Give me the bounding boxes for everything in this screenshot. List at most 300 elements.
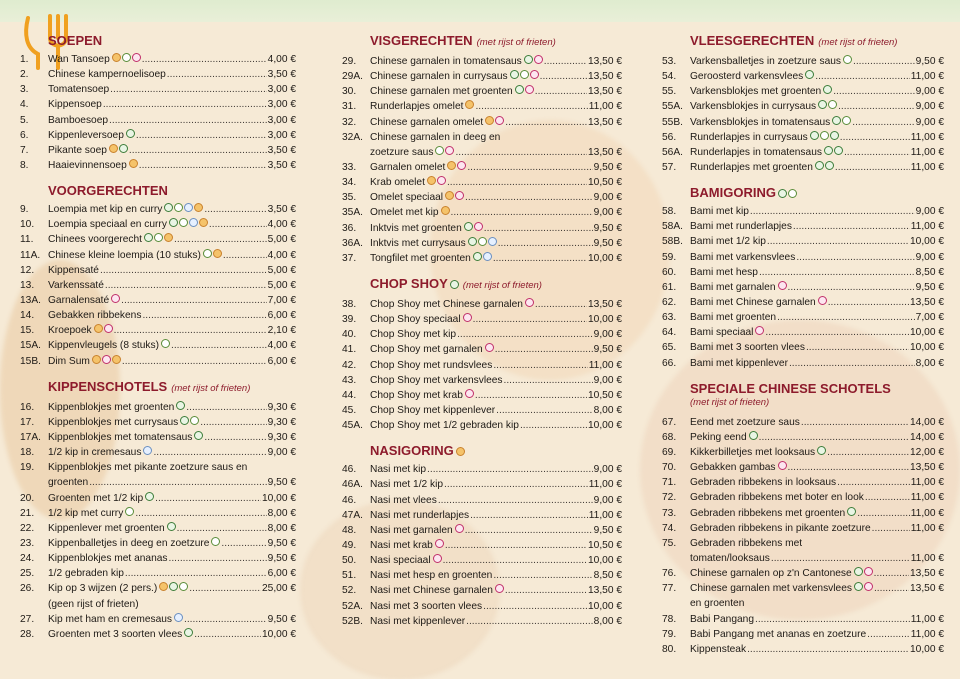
chili-icon xyxy=(843,55,852,64)
dish-icons xyxy=(184,628,193,637)
item-price: 3,50 € xyxy=(267,204,296,216)
fish-icon xyxy=(143,446,152,455)
item-number: 76. xyxy=(662,568,677,580)
menu-item xyxy=(342,297,622,312)
chili-icon xyxy=(161,339,170,348)
item-price: 10,00 € xyxy=(910,342,944,354)
menu-item xyxy=(342,388,622,403)
dish-icons xyxy=(524,55,543,64)
item-name: Varkenssaté xyxy=(48,279,104,291)
section-title-soepen xyxy=(48,32,296,50)
menu-item xyxy=(662,415,944,430)
spicy-icon xyxy=(159,582,168,591)
menu-item xyxy=(20,521,296,536)
item-number: 31. xyxy=(342,101,357,113)
dish-icons xyxy=(817,446,826,455)
item-name: Chinees voorgerecht xyxy=(48,234,143,246)
dish-icons xyxy=(473,252,492,261)
dish-icons xyxy=(164,203,203,212)
menu-item xyxy=(662,490,944,505)
dot-leader xyxy=(125,566,267,581)
item-name: Nasi met vlees xyxy=(370,494,437,506)
item-price: 7,00 € xyxy=(915,312,944,324)
dot-leader xyxy=(544,54,587,69)
item-name: Kippenleversoep xyxy=(48,129,124,141)
menu-item xyxy=(20,278,296,293)
dot-leader xyxy=(498,236,593,251)
item-number: 2. xyxy=(20,69,29,81)
menu-item xyxy=(20,566,296,581)
menu-item xyxy=(342,236,622,251)
dish-icons xyxy=(194,431,203,440)
item-name: Kippensteak xyxy=(690,643,747,655)
item-name: Geroosterd varkensvlees xyxy=(690,71,804,83)
item-name: Chinese kleine loempia (10 stuks) xyxy=(48,249,201,261)
item-name: zoetzure saus xyxy=(370,146,434,158)
item-number: 15A. xyxy=(20,340,41,352)
item-price: 3,00 € xyxy=(267,114,296,126)
item-number: 18. xyxy=(20,447,35,459)
item-name: Nasi met kippenlever xyxy=(370,615,466,627)
item-name: Chinese garnalen met groenten xyxy=(370,86,513,98)
section-title-vleesgerechten xyxy=(690,32,944,52)
shrimp-icon xyxy=(111,294,120,303)
item-price: 10,00 € xyxy=(262,492,296,504)
item-name: Nasi met krab xyxy=(370,539,433,551)
item-price: 11,00 € xyxy=(910,522,944,534)
item-number: 68. xyxy=(662,431,677,443)
shrimp-icon xyxy=(445,146,454,155)
chili-icon xyxy=(828,100,837,109)
item-number: 39. xyxy=(342,314,357,326)
dish-icons xyxy=(111,294,120,303)
dot-leader xyxy=(139,158,267,173)
dot-leader xyxy=(121,293,267,308)
dot-leader xyxy=(155,491,261,506)
veg-icon xyxy=(464,222,473,231)
item-number: 53. xyxy=(662,56,677,67)
item-price: 11,00 € xyxy=(910,507,944,519)
menu-item xyxy=(662,506,944,521)
dot-leader xyxy=(520,418,587,433)
item-price: 10,00 € xyxy=(910,643,944,655)
dish-icons xyxy=(125,507,134,516)
dot-leader xyxy=(445,538,587,553)
menu-item xyxy=(20,597,296,612)
item-price: 3,00 € xyxy=(267,84,296,96)
section-title-text: NASIGORING xyxy=(370,443,454,459)
item-name: Nasi speciaal xyxy=(370,555,431,567)
item-number: 57. xyxy=(662,161,677,173)
dot-leader xyxy=(109,113,267,128)
item-price: 11,00 € xyxy=(910,131,944,143)
item-number: 25. xyxy=(20,568,35,580)
item-name: Chinese garnalen in deeg en xyxy=(370,131,501,143)
item-name: 1/2 gebraden kip xyxy=(48,568,124,580)
item-number: 40. xyxy=(342,329,357,341)
item-price: 9,50 € xyxy=(593,237,622,249)
chili-icon xyxy=(174,203,183,212)
item-name: Bami met runderlapjes xyxy=(690,221,792,233)
item-name: Chop Shoy met varkensvlees xyxy=(370,374,503,386)
menu-item xyxy=(20,445,296,460)
item-name: Krab omelet xyxy=(370,177,425,189)
item-price: 9,50 € xyxy=(267,477,296,489)
item-price: 9,00 € xyxy=(915,101,944,113)
menu-item xyxy=(662,460,944,475)
item-name: Gebraden ribbekens met boter en look xyxy=(690,492,864,504)
section-title-text: VOORGERECHTEN xyxy=(48,183,168,199)
section-title-speciale-chinese-schotels xyxy=(690,380,944,398)
item-number: 75. xyxy=(662,537,677,549)
item-name: Inktvis met groenten xyxy=(370,222,462,234)
veg-icon xyxy=(854,582,863,591)
item-name: Omelet speciaal xyxy=(370,192,444,204)
item-name: Nasi met hesp en groenten xyxy=(370,570,493,582)
item-price: 8,00 € xyxy=(593,615,622,627)
item-number: 46. xyxy=(342,494,357,506)
dot-leader xyxy=(496,403,593,418)
dot-leader xyxy=(110,82,267,97)
item-name: Kip met ham en cremesaus xyxy=(48,613,173,625)
item-number: 9. xyxy=(20,204,29,216)
item-number: 67. xyxy=(662,416,677,428)
spicy-icon xyxy=(92,355,101,364)
item-number: 44. xyxy=(342,389,357,401)
item-price: 11,00 € xyxy=(910,492,944,504)
item-number: 17A. xyxy=(20,431,41,443)
menu-item xyxy=(20,338,296,353)
dish-icons xyxy=(778,281,787,290)
item-name: Gebraden ribbekens in looksaus xyxy=(690,477,837,489)
item-price: 9,30 € xyxy=(267,416,296,428)
item-price: 4,00 € xyxy=(267,249,296,261)
menu-item xyxy=(20,430,296,445)
veg-icon xyxy=(854,567,863,576)
menu-item xyxy=(662,145,944,160)
fish-icon xyxy=(184,203,193,212)
item-price: 8,00 € xyxy=(593,404,622,416)
menu-item xyxy=(342,342,622,357)
shrimp-icon xyxy=(433,554,442,563)
item-price: 9,50 € xyxy=(593,222,622,234)
dot-leader xyxy=(493,568,592,583)
dot-leader xyxy=(444,477,588,492)
item-price: 5,00 € xyxy=(267,234,296,246)
dish-icons xyxy=(455,524,464,533)
item-price: 13,50 € xyxy=(588,116,622,128)
veg-icon xyxy=(818,100,827,109)
item-price: 9,00 € xyxy=(593,207,622,219)
item-price: 10,00 € xyxy=(588,555,622,567)
dish-icons xyxy=(818,100,837,109)
chili-icon xyxy=(211,537,220,546)
menu-item xyxy=(342,599,622,614)
dish-icons xyxy=(161,339,170,348)
menu-item xyxy=(20,113,296,128)
dot-leader xyxy=(200,415,266,430)
dish-icons xyxy=(435,146,454,155)
veg-icon xyxy=(450,280,459,289)
item-number: 13. xyxy=(20,279,35,291)
section-note: (met rijst of frieten) xyxy=(462,279,542,291)
dot-leader xyxy=(100,263,267,278)
item-name: Kip op 3 wijzen (2 pers.) xyxy=(48,583,158,595)
item-price: 13,50 € xyxy=(588,71,622,83)
item-name: Nasi met 1/2 kip xyxy=(370,479,444,491)
dish-icons xyxy=(441,206,450,215)
veg-icon xyxy=(126,129,135,138)
menu-column-middle xyxy=(342,32,622,629)
item-number: 21. xyxy=(20,507,35,519)
item-number: 69. xyxy=(662,446,677,458)
item-price: 10,00 € xyxy=(588,420,622,432)
item-number: 51. xyxy=(342,570,357,582)
item-number: 15B. xyxy=(20,355,41,367)
item-number: 36. xyxy=(342,222,357,234)
item-price: 11,00 € xyxy=(910,613,944,625)
menu-item xyxy=(20,143,296,158)
item-price: 11,00 € xyxy=(910,221,944,233)
item-price: 11,00 € xyxy=(910,477,944,489)
item-price: 9,00 € xyxy=(915,206,944,218)
item-price: 6,00 € xyxy=(267,355,296,367)
menu-item xyxy=(342,175,622,190)
item-price: 10,50 € xyxy=(588,177,622,189)
item-price: 6,00 € xyxy=(267,568,296,580)
menu-item xyxy=(342,462,622,477)
chili-icon xyxy=(154,233,163,242)
chili-icon xyxy=(478,237,487,246)
chili-icon xyxy=(179,218,188,227)
menu-item xyxy=(342,327,622,342)
item-name: Nasi met garnalen xyxy=(370,524,453,536)
dish-icons xyxy=(515,85,534,94)
veg-icon xyxy=(847,507,856,516)
veg-icon xyxy=(778,189,787,198)
section-title-text: VLEESGERECHTEN xyxy=(690,33,815,48)
item-name: Dim Sum xyxy=(48,355,90,367)
item-price: 9,00 € xyxy=(593,494,622,506)
item-number: 34. xyxy=(342,177,357,189)
dot-leader xyxy=(135,506,266,521)
dot-leader xyxy=(505,583,587,598)
item-number: 6. xyxy=(20,129,29,141)
menu-item xyxy=(342,538,622,553)
veg-icon xyxy=(825,161,834,170)
item-price: 10,00 € xyxy=(588,252,622,264)
item-name: Bamboesoep xyxy=(48,114,109,126)
menu-item xyxy=(342,508,622,523)
item-number: 38. xyxy=(342,298,357,310)
dish-icons xyxy=(818,296,827,305)
menu-item xyxy=(342,373,622,388)
item-number: 72. xyxy=(662,492,677,504)
menu-item xyxy=(342,221,622,236)
item-name: Wan Tansoep xyxy=(48,54,110,65)
item-number: 20. xyxy=(20,492,35,504)
dot-leader xyxy=(167,67,267,82)
dish-icons xyxy=(854,582,873,591)
item-name: Groenten met 1/2 kip xyxy=(48,492,144,504)
item-name: Chinese garnalen op z'n Cantonese xyxy=(690,568,852,580)
item-number: 52B. xyxy=(342,615,363,627)
item-price: 11,00 € xyxy=(588,101,622,113)
dot-leader xyxy=(750,204,915,219)
dot-leader xyxy=(874,581,909,596)
item-price: 8,50 € xyxy=(593,570,622,582)
chili-icon xyxy=(435,146,444,155)
dish-icons xyxy=(815,161,834,170)
veg-icon xyxy=(524,55,533,64)
item-price: 8,00 € xyxy=(915,357,944,369)
menu-item xyxy=(20,67,296,82)
dot-leader xyxy=(827,445,909,460)
spicy-icon xyxy=(213,249,222,258)
dish-icons xyxy=(176,401,185,410)
veg-icon xyxy=(119,144,128,153)
item-price: 11,00 € xyxy=(910,628,944,640)
item-name: Kippenblokjes met groenten xyxy=(48,401,175,413)
item-name: groenten xyxy=(48,477,89,489)
item-name: Kroepoek xyxy=(48,325,92,337)
veg-icon xyxy=(817,446,826,455)
dish-icons xyxy=(433,554,442,563)
menu-item xyxy=(662,204,944,219)
dish-icons xyxy=(510,70,539,79)
item-price: 9,00 € xyxy=(915,251,944,263)
menu-item xyxy=(20,627,296,642)
shrimp-icon xyxy=(455,191,464,200)
menu-item xyxy=(20,551,296,566)
item-price: 10,50 € xyxy=(588,539,622,551)
dot-leader xyxy=(473,312,587,327)
dish-icons xyxy=(465,100,474,109)
menu-column-right xyxy=(662,32,944,657)
item-number: 24. xyxy=(20,553,35,565)
item-name: Kippenlever met groenten xyxy=(48,522,165,534)
item-number: 5. xyxy=(20,114,29,126)
dish-icons xyxy=(464,222,483,231)
section-title-kippenschotels xyxy=(48,378,296,398)
menu-item xyxy=(662,130,944,145)
chili-icon xyxy=(203,249,212,258)
item-price: 9,00 € xyxy=(593,374,622,386)
dot-leader xyxy=(186,400,266,415)
menu-item xyxy=(662,310,944,325)
menu-item xyxy=(20,491,296,506)
section-title-text: KIPPENSCHOTELS xyxy=(48,378,168,394)
item-number: 12. xyxy=(20,264,35,276)
shrimp-icon xyxy=(465,389,474,398)
item-name: Chop Shoy speciaal xyxy=(370,314,461,326)
shrimp-icon xyxy=(455,524,464,533)
spicy-icon xyxy=(447,161,456,170)
item-name: Bami speciaal xyxy=(690,327,754,339)
dot-leader xyxy=(535,84,587,99)
item-price: 9,50 € xyxy=(915,281,944,293)
item-price: 4,00 € xyxy=(267,54,296,65)
item-number: 23. xyxy=(20,537,35,549)
item-price: 9,50 € xyxy=(267,613,296,625)
item-number: 10. xyxy=(20,219,35,231)
dish-icons xyxy=(167,522,176,531)
dish-icons xyxy=(778,461,787,470)
menu-item xyxy=(342,69,622,84)
item-price: 9,30 € xyxy=(267,401,296,413)
chili-icon xyxy=(520,70,529,79)
dot-leader xyxy=(788,460,909,475)
item-price: 3,00 € xyxy=(267,129,296,141)
menu-item xyxy=(662,445,944,460)
dot-leader xyxy=(765,325,909,340)
menu-item xyxy=(342,160,622,175)
item-name: Kippenblokjes met pikante zoetzure saus en xyxy=(48,462,248,474)
dish-icons xyxy=(778,189,797,198)
dot-leader xyxy=(865,490,910,505)
dish-icons xyxy=(463,313,472,322)
item-price: 9,00 € xyxy=(593,192,622,204)
chili-icon xyxy=(788,189,797,198)
item-price: 9,50 € xyxy=(593,344,622,356)
item-price: 3,50 € xyxy=(267,159,296,171)
item-price: 10,00 € xyxy=(588,600,622,612)
dot-leader xyxy=(493,251,587,266)
spicy-icon xyxy=(485,116,494,125)
dot-leader xyxy=(142,52,267,67)
spicy-icon xyxy=(427,176,436,185)
dot-leader xyxy=(874,566,909,581)
fish-icon xyxy=(174,613,183,622)
dot-leader xyxy=(114,323,267,338)
dish-icons xyxy=(810,131,839,140)
section-title-visgerechten xyxy=(370,32,622,52)
dot-leader xyxy=(443,553,587,568)
shrimp-icon xyxy=(864,567,873,576)
item-number: 48. xyxy=(342,524,357,536)
menu-item xyxy=(342,190,622,205)
shrimp-icon xyxy=(525,298,534,307)
menu-item xyxy=(20,612,296,627)
menu-item xyxy=(662,99,944,114)
item-number: 49. xyxy=(342,539,357,551)
item-price: 4,00 € xyxy=(267,219,296,231)
dish-icons xyxy=(805,70,814,79)
item-price: 13,50 € xyxy=(588,86,622,98)
item-number: 52. xyxy=(342,585,357,597)
veg-icon xyxy=(184,628,193,637)
dot-leader xyxy=(451,205,593,220)
dish-icons xyxy=(92,355,121,364)
item-name: Loempia speciaal en curry xyxy=(48,219,167,231)
section-title-text: BAMIGORING xyxy=(690,185,776,201)
shrimp-icon xyxy=(457,161,466,170)
dot-leader xyxy=(475,388,587,403)
dot-leader xyxy=(204,202,266,217)
item-number: 29. xyxy=(342,56,357,67)
dot-leader xyxy=(788,280,915,295)
dot-leader xyxy=(833,84,914,99)
item-name: Nasi met Chinese garnalen xyxy=(370,585,493,597)
dot-leader xyxy=(840,130,910,145)
veg-icon xyxy=(823,85,832,94)
dot-leader xyxy=(815,69,910,84)
item-name: Kippenvleugels (8 stuks) xyxy=(48,340,159,352)
dot-leader xyxy=(466,614,593,629)
item-name: Inktvis met currysaus xyxy=(370,237,466,249)
item-price: 6,00 € xyxy=(267,310,296,322)
menu-item xyxy=(20,293,296,308)
